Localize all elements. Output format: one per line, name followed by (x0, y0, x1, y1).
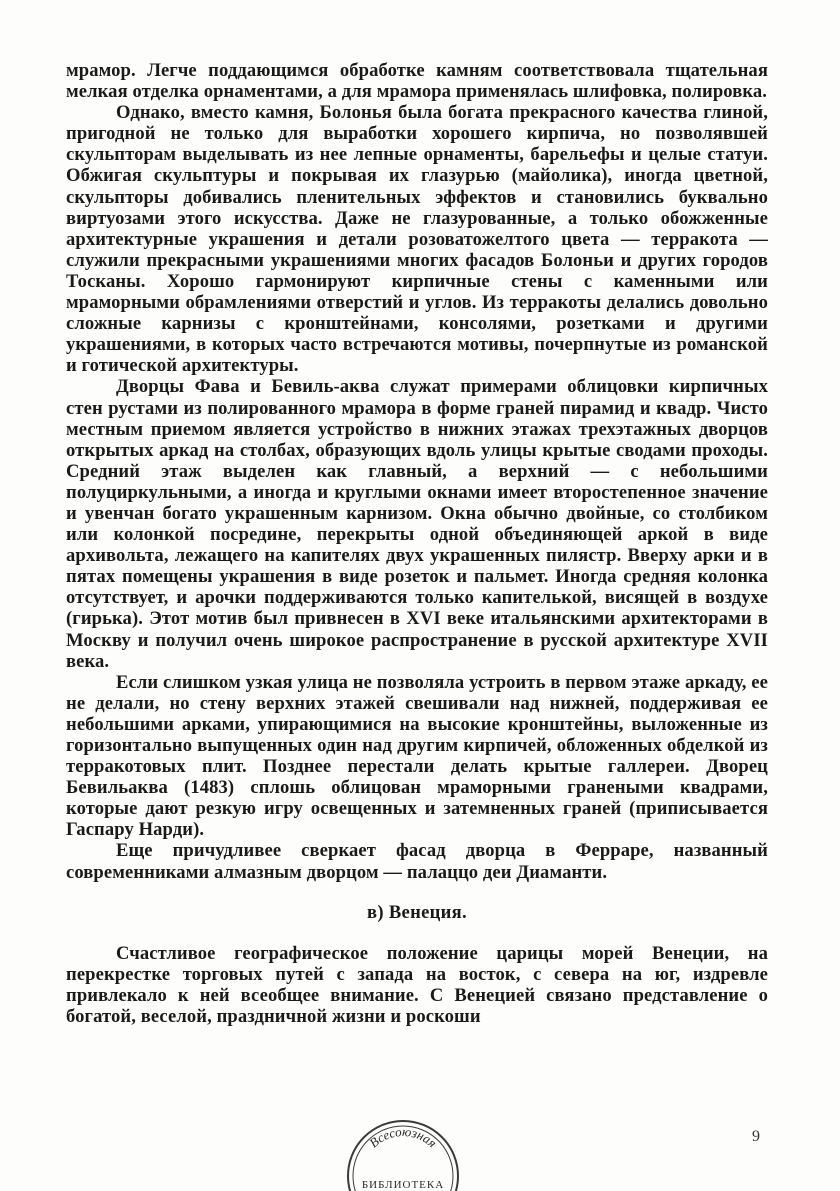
section-heading: в) Венеция. (367, 901, 467, 923)
paragraph: Счастливое географическое положение царицы морей Венеции, на перекрестке торговых путей с запада на восток, с севера на юг, издревле привлекало к ней всеобщее внимание. С Венецией связано представление о богатой, веселой, праздничной жизни и роскоши (66, 942, 768, 1028)
body-text (66, 60, 768, 1027)
paragraph: Дворцы Фава и Бевиль-аква служат примерами облицовки кирпичных стен рустами из полированного мрамора в форме граней пирамид и квадр. Чисто местным приемом является устройство в нижних этажах трехэтажных дворцов открытых аркад на столбах, образующих вдоль улицы крытые сводами проходы. Средний этаж выделен как главный, а верхний — с небольшими полуциркульными, а иногда и круглыми окнами имеет второстепенное значение и увенчан богато украшенным карнизом. Окна обычно двойные, со столбиком или колонкой посредине, перекрыты одной объединяющей аркой в виде архивольта, лежащего на капителях двух украшенных пилястр. Вверху арки и в пятах помещены украшения в виде розеток и пальмет. Иногда средняя колонка отсутствует, и арочки поддерживаются только капителькой, висящей в воздухе (гирька). Этот мотив был привнесен в XVI веке итальянскими архитекторами в Москву и получил очень широкое распространение в русской архитектуре XVII века. (66, 376, 768, 672)
page-number: 9 (752, 1128, 760, 1145)
stamp-text-upper: Всесоюзная (366, 1123, 440, 1151)
paragraph: мрамор. Легче поддающимся обработке камням соответствовала тщательная мелкая отделка орнаментами, а для мрамора применялась шлифовка, полировка. (66, 60, 768, 103)
stamp-text-lower: БИБЛИОТЕКА (361, 1179, 445, 1191)
paragraph: Однако, вместо камня, Болонья была богата прекрасного качества глиной, пригодной не только для выработки хорошего кирпича, но позволявшей скульпторам выделывать из нее лепные орнаменты, барельефы и целые статуи. Обжигая скульптуры и покрывая их глазурью (майолика), иногда цветной, скульпторы добивались пленительных эффектов и становились буквально виртуозами этого искусства. Даже не глазурованные, а только обожженные архитектурные украшения и детали розоватожелтого цвета — терракота — служили прекрасными украшениями многих фасадов Болоньи и других городов Тосканы. Хорошо гармонируют кирпичные стены с каменными или мраморными обрамлениями отверстий и углов. Из терракоты делались довольно сложные карнизы с кронштейнами, консолями, розетками и другими украшениями, в которых часто встречаются мотивы, почерпнутые из романской и готической архитектуры. (66, 102, 768, 377)
library-stamp (338, 1104, 468, 1191)
paragraph: Еще причудливее сверкает фасад дворца в Ферраре, названный современниками алмазным дворцом — палаццо деи Диаманти. (66, 840, 768, 883)
paragraph: Если слишком узкая улица не позволяла устроить в первом этаже аркаду, ее не делали, но стену верхних этажей свешивали над нижней, поддерживая ее небольшими арками, упирающимися на высокие кронштейны, выложенные из горизонтально выпущенных один над другим кирпичей, обложенных обделкой из терракотовых плит. Позднее перестали делать крытые галлереи. Дворец Бевильаква (1483) сплошь облицован мраморными гранеными квадрами, которые дают резкую игру освещенных и затемненных граней (приписывается Гаспару Нарди). (66, 671, 768, 841)
